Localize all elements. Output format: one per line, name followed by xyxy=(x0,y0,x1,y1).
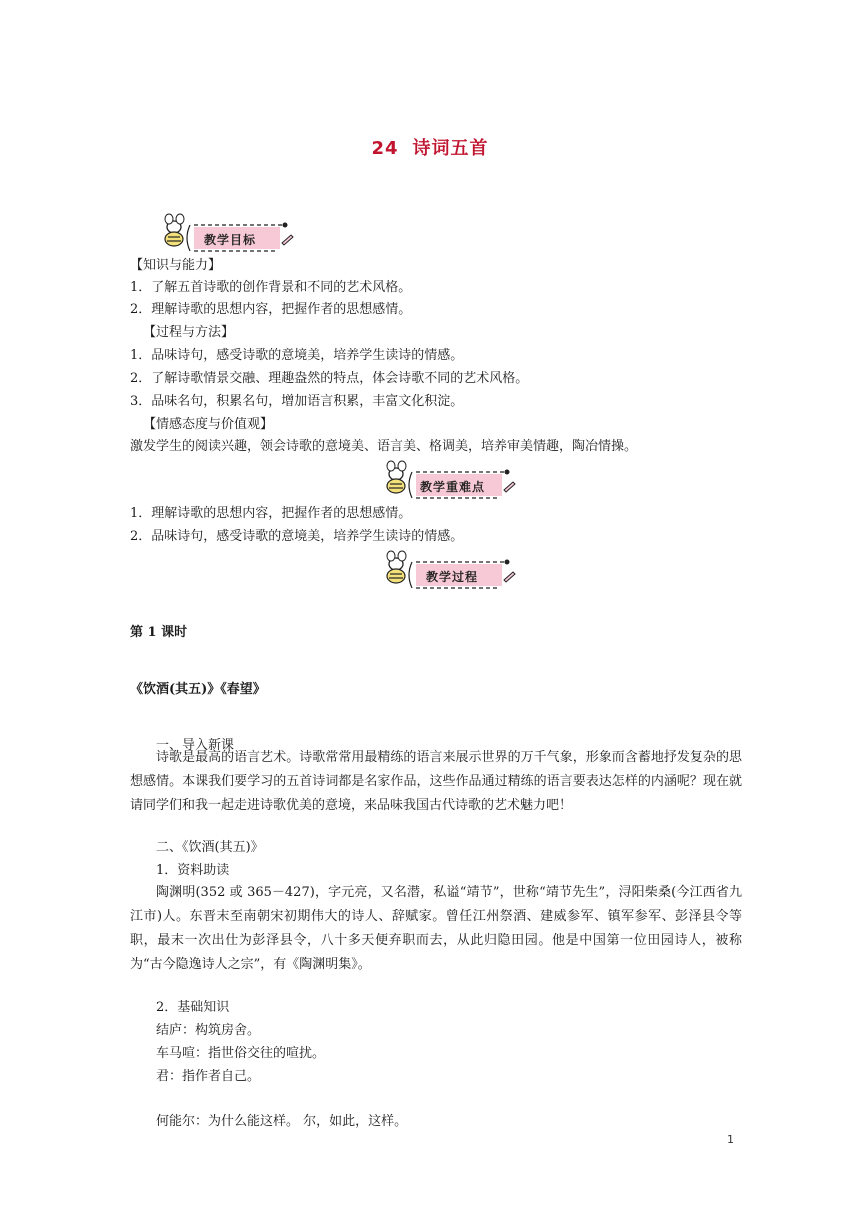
process-item-2: 2．了解诗歌情景交融、理趣盎然的特点，体会诗歌不同的艺术风格。 xyxy=(130,371,529,386)
lesson-period: 第 1 课时 xyxy=(130,625,188,640)
process-heading: 【过程与方法】 xyxy=(143,325,235,340)
key-points-badge-label: 教学重难点 xyxy=(420,480,486,494)
page-number: 1 xyxy=(727,1133,734,1146)
knowledge-item-2: 2．理解诗歌的思想内容，把握作者的思想感情。 xyxy=(130,302,412,317)
goals-badge xyxy=(154,213,294,247)
process-item-3: 3．品味名句，积累名句，增加语言积累，丰富文化积淀。 xyxy=(130,394,464,409)
goals-badge-label: 教学目标 xyxy=(204,233,257,247)
key-point-2: 2．品味诗句，感受诗歌的意境美，培养学生读诗的情感。 xyxy=(130,529,464,544)
lesson-poems: 《饮酒(其五)》《春望》 xyxy=(130,682,266,697)
material-text: 陶渊明(352 或 365－427)，字元亮，又名潜，私谥“靖节”，世称“靖节先生”，浔阳柴桑(今江西省九江市)人。东晋末至南朝宋初期伟大的诗人、辞赋家。曾任江州祭酒、建威参军、镇军参军、彭泽县令等职，最末一次出仕为彭泽县令，八十多天便弃职而去，从此归隐田园。他是中国第一位田园诗人，被称为“古今隐逸诗人之宗”，有《陶渊明集》。 xyxy=(130,885,742,972)
material-heading: 1．资料助读 xyxy=(156,863,230,878)
knowledge-item-1: 1．了解五首诗歌的创作背景和不同的艺术风格。 xyxy=(130,280,412,295)
process-item-1: 1．品味诗句，感受诗歌的意境美，培养学生读诗的情感。 xyxy=(130,348,464,363)
page-title: 24 诗词五首 xyxy=(371,138,489,159)
emotion-heading: 【情感态度与价值观】 xyxy=(143,417,274,432)
process-badge xyxy=(376,550,516,584)
vocab-item-3: 君：指作者自己。 xyxy=(156,1069,261,1084)
section2-heading: 二、《饮酒(其五)》 xyxy=(156,840,264,855)
emotion-text: 激发学生的阅读兴趣，领会诗歌的意境美、语言美、格调美，培养审美情趣，陶冶情操。 xyxy=(130,439,638,454)
vocab-item-1: 结庐：构筑房舍。 xyxy=(156,1023,261,1038)
vocab-item-2: 车马喧：指世俗交往的喧扰。 xyxy=(156,1046,326,1061)
basic-heading: 2．基础知识 xyxy=(156,1000,230,1015)
vocab-item-4: 何能尔：为什么能这样。 尔，如此，这样。 xyxy=(156,1114,408,1129)
key-points-badge xyxy=(376,460,516,494)
intro-text: 诗歌是最高的语言艺术。诗歌常常用最精练的语言来展示世界的万千气象，形象而含蓄地抒发复杂的思想感情。本课我们要学习的五首诗词都是名家作品，这些作品通过精练的语言要表达怎样的内涵呢？现在就请同学们和我一起走进诗歌优美的意境，来品味我国古代诗歌的艺术魅力吧！ xyxy=(130,750,742,813)
key-point-1: 1．理解诗歌的思想内容，把握作者的思想感情。 xyxy=(130,506,412,521)
process-badge-label: 教学过程 xyxy=(426,570,479,584)
knowledge-heading: 【知识与能力】 xyxy=(130,258,222,273)
intro-heading: 一、导入新课 xyxy=(156,738,235,753)
